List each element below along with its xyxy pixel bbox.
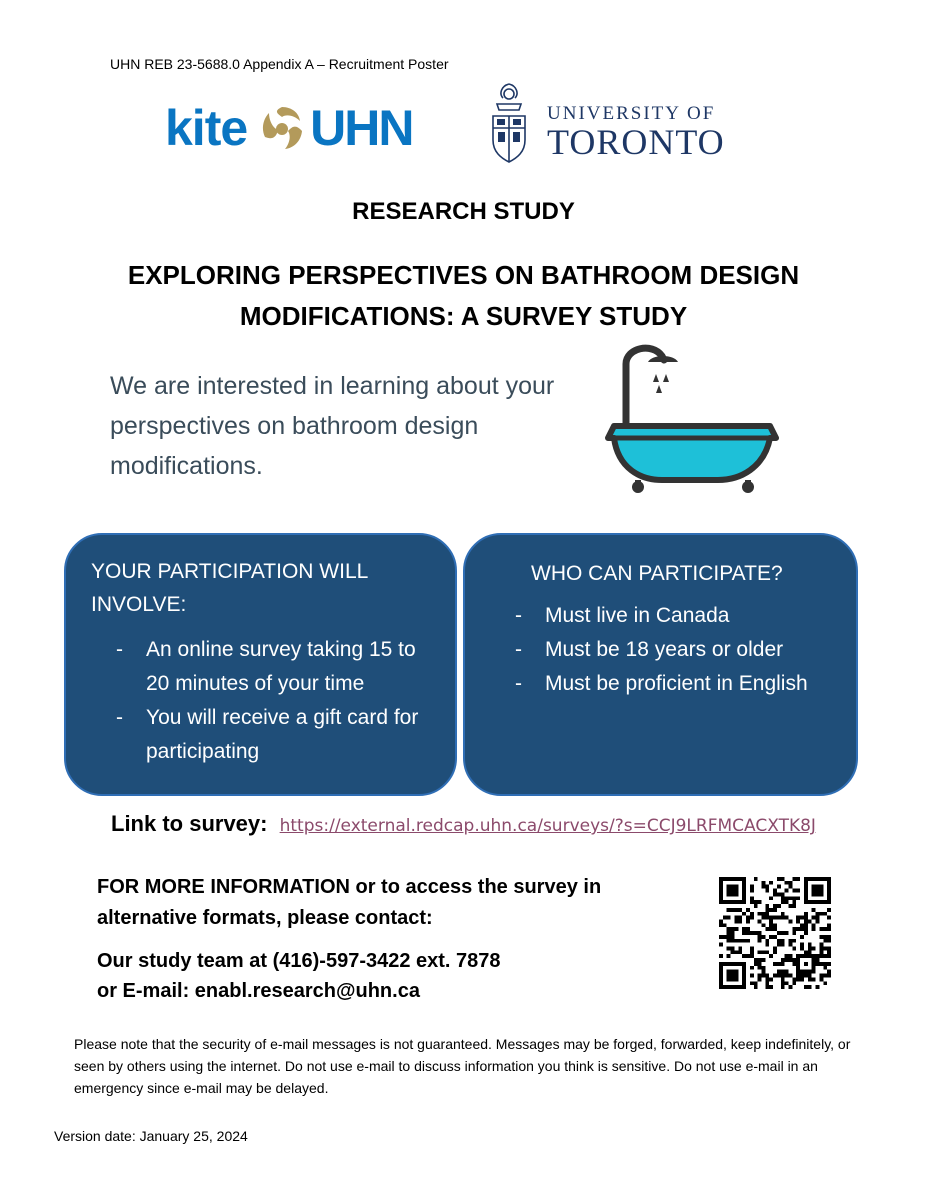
study-title xyxy=(80,255,847,337)
survey-link-row xyxy=(111,811,816,837)
study-title-line-2: MODIFICATIONS: A SURVEY STUDY xyxy=(239,301,688,331)
bathtub-icon xyxy=(600,338,782,500)
more-info-text: FOR MORE INFORMATION or to access the survey in alternative formats, please contact: xyxy=(97,876,602,929)
uoft-line-university-of: UNIVERSITY OF xyxy=(547,103,716,124)
participation-item-survey: An online survey taking 15 to 20 minutes of your time xyxy=(146,638,416,695)
list-item: - Must live in Canada xyxy=(515,604,730,627)
eligibility-item-english: Must be proficient in English xyxy=(545,672,808,695)
kite-wordmark: kite xyxy=(165,100,248,156)
version-date: Version date: January 25, 2024 xyxy=(54,1128,248,1144)
list-item: - Must be 18 years or older xyxy=(515,638,784,661)
eligibility-box-title: WHO CAN PARTICIPATE? xyxy=(531,562,783,585)
study-title-line-1: EXPLORING PERSPECTIVES ON BATHROOM DESIGN xyxy=(127,260,800,290)
document-reference: UHN REB 23-5688.0 Appendix A – Recruitment Poster xyxy=(110,56,449,72)
uoft-line-toronto: TORONTO xyxy=(547,122,725,162)
contact-details xyxy=(97,946,657,1006)
qr-code-icon[interactable] xyxy=(719,877,831,989)
uhn-wordmark: UHN xyxy=(310,100,413,156)
survey-link-label: Link to survey: xyxy=(111,811,268,836)
participation-box xyxy=(64,533,457,796)
contact-phone: Our study team at (416)-597-3422 ext. 7878 xyxy=(97,950,501,972)
eligibility-item-age: Must be 18 years or older xyxy=(545,638,784,661)
eligibility-item-canada: Must live in Canada xyxy=(545,604,730,627)
uoft-wordmark xyxy=(547,104,725,160)
uhn-emblem-icon xyxy=(257,103,307,153)
contact-email: or E-mail: enabl.research@uhn.ca xyxy=(97,980,420,1002)
email-disclaimer: Please note that the security of e-mail messages is not guaranteed. Messages may be forged, forwarded, keep indefinitely, or seen by others using the internet. Do not use e-mail to discuss information you think is sensitive. Do not use e-mail in an emergency since e-mail may be delayed. xyxy=(74,1036,851,1096)
research-study-heading: RESEARCH STUDY xyxy=(352,198,575,225)
list-item: - You will receive a gift card for participating xyxy=(116,706,419,763)
list-item: - An online survey taking 15 to 20 minutes of your time xyxy=(116,638,416,695)
participation-item-gift-card: You will receive a gift card for participating xyxy=(146,706,419,763)
eligibility-list xyxy=(515,599,835,701)
survey-link[interactable]: https://external.redcap.uhn.ca/surveys/?s=CCJ9LRFMCACXTK8J xyxy=(279,816,816,836)
list-item: - Must be proficient in English xyxy=(515,672,808,695)
participation-box-title: YOUR PARTICIPATION WILL INVOLVE: xyxy=(91,560,368,616)
uoft-crest-icon xyxy=(487,82,531,164)
intro-text: We are interested in learning about your perspectives on bathroom design modifications. xyxy=(110,372,555,480)
eligibility-box xyxy=(463,533,858,796)
participation-list xyxy=(116,633,436,769)
university-of-toronto-logo xyxy=(487,82,725,164)
kite-uhn-logo xyxy=(165,100,413,156)
